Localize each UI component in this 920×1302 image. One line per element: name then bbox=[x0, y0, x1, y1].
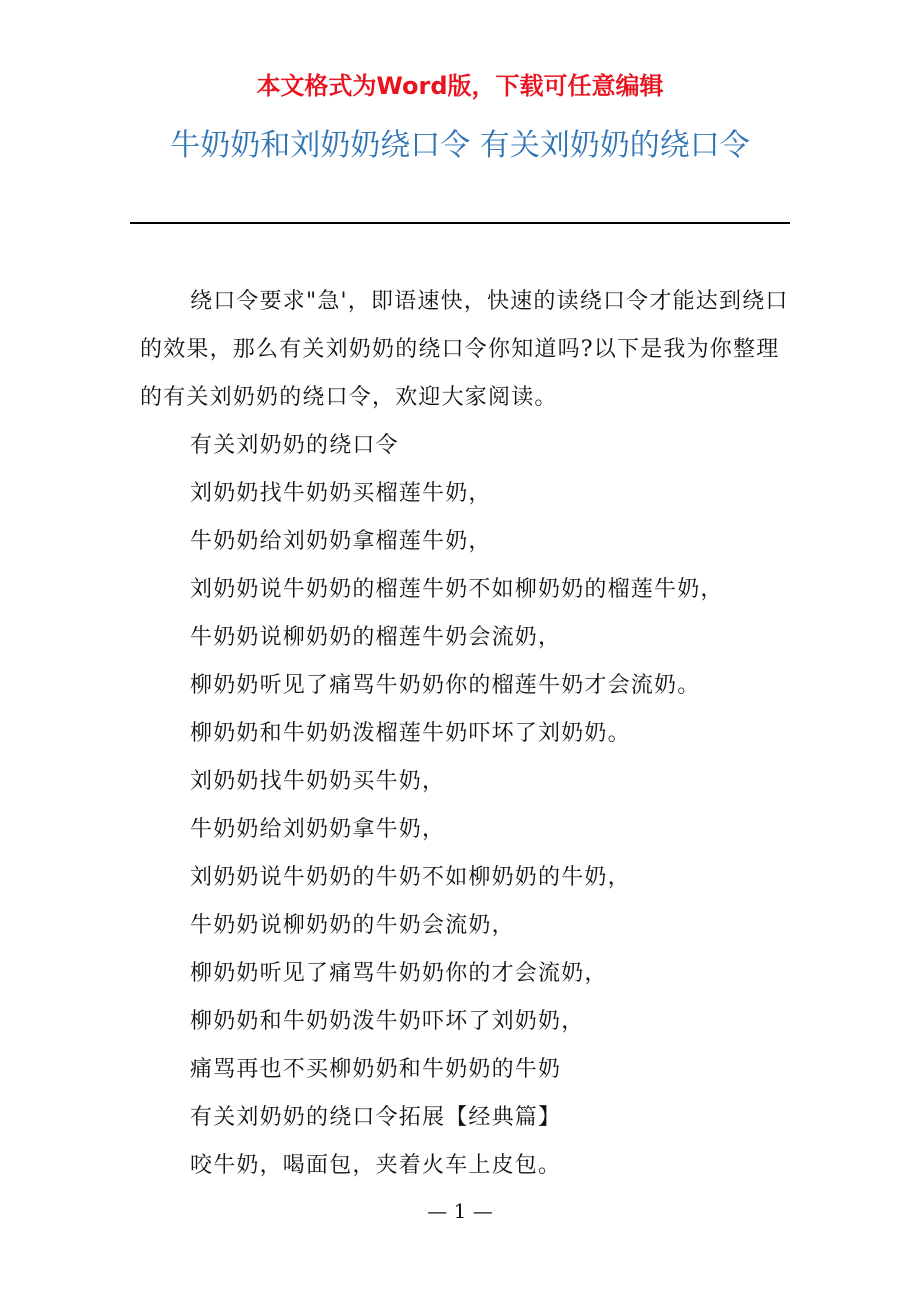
verse-line: 刘奶奶说牛奶奶的榴莲牛奶不如柳奶奶的榴莲牛奶， bbox=[190, 577, 724, 602]
verse-line: 牛奶奶说柳奶奶的牛奶会流奶， bbox=[190, 913, 515, 938]
verse-line: 牛奶奶给刘奶奶拿榴莲牛奶， bbox=[190, 529, 492, 554]
document-title: 牛奶奶和刘奶奶绕口令 有关刘奶奶的绕口令 bbox=[170, 128, 750, 163]
format-banner: 本文格式为Word版，下载可任意编辑 bbox=[256, 72, 664, 100]
page-number: — 1 — bbox=[427, 1199, 493, 1223]
document-body bbox=[140, 278, 790, 1190]
verse-line: 柳奶奶和牛奶奶泼牛奶吓坏了刘奶奶， bbox=[190, 1009, 585, 1034]
verse-line: 刘奶奶找牛奶奶买牛奶， bbox=[190, 769, 446, 794]
verse-line: 柳奶奶和牛奶奶泼榴莲牛奶吓坏了刘奶奶。 bbox=[190, 721, 631, 746]
verse-line: 牛奶奶给刘奶奶拿牛奶， bbox=[190, 817, 446, 842]
extension-heading: 有关刘奶奶的绕口令拓展【经典篇】 bbox=[190, 1105, 562, 1130]
verse-line: 柳奶奶听见了痛骂牛奶奶你的榴莲牛奶才会流奶。 bbox=[190, 673, 701, 698]
intro-paragraph: 绕口令要求"急'，即语速快，快速的读绕口令才能达到绕口的效果，那么有关刘奶奶的绕口令你知道吗?以下是我为你整理的有关刘奶奶的绕口令，欢迎大家阅读。 bbox=[140, 289, 789, 410]
verse-line: 牛奶奶说柳奶奶的榴莲牛奶会流奶， bbox=[190, 625, 562, 650]
section-heading: 有关刘奶奶的绕口令 bbox=[190, 433, 399, 458]
verse-line: 刘奶奶找牛奶奶买榴莲牛奶， bbox=[190, 481, 492, 506]
title-divider bbox=[130, 222, 790, 224]
verse-line: 柳奶奶听见了痛骂牛奶奶你的才会流奶， bbox=[190, 961, 608, 986]
verse-line: 痛骂再也不买柳奶奶和牛奶奶的牛奶 bbox=[190, 1057, 562, 1082]
verse-line: 咬牛奶，喝面包，夹着火车上皮包。 bbox=[190, 1153, 562, 1178]
verse-line: 刘奶奶说牛奶奶的牛奶不如柳奶奶的牛奶， bbox=[190, 865, 631, 890]
